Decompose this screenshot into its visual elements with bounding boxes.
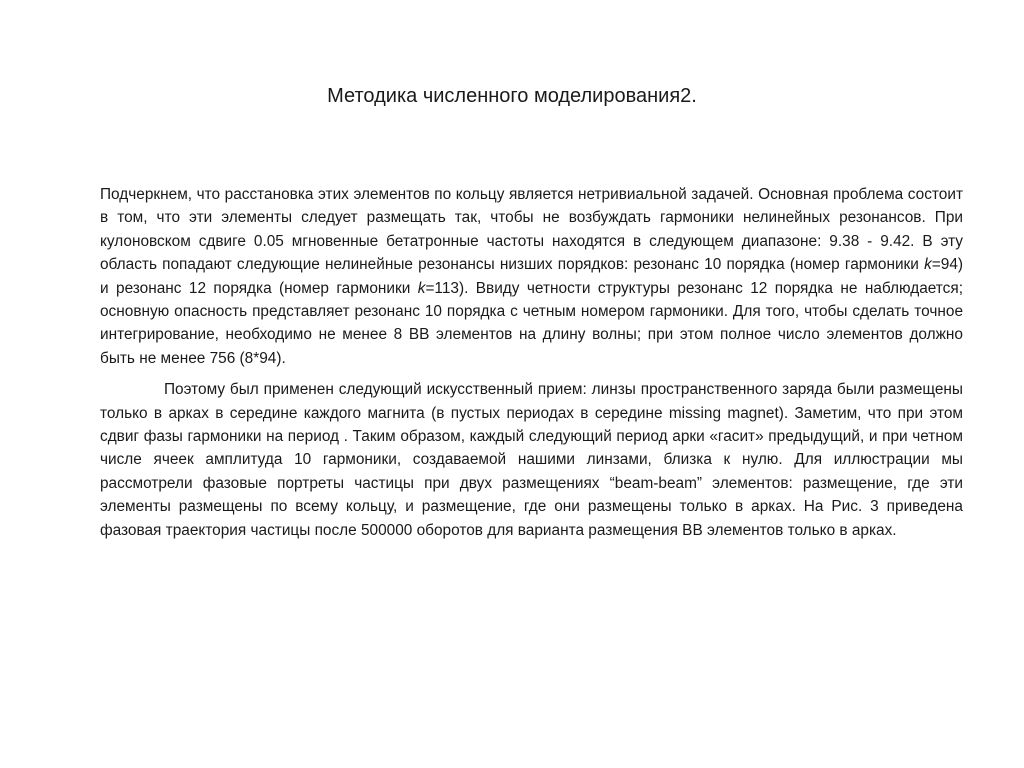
harmonic-variable-k: k (417, 279, 426, 297)
paragraph-1 (100, 183, 963, 370)
paragraph-1-text-a: Подчеркнем, что расстановка этих элементов по кольцу является нетривиальной задачей. Основная проблема состоит в том, что эти элементы следует размещать так, чтобы не возбуждать гармоники нелинейных резонансов. При кулоновском сдвиге 0.05 мгновенные бетатронные частоты находятся в следующем диапазоне: 9.38 - 9.42. В эту область попадают следующие нелинейные резонансы низших порядков: резонанс 10 порядка (номер гармоники (100, 186, 963, 274)
slide-title: Методика численного моделирования2. (327, 85, 697, 107)
paragraph-1-text-c: =113). Ввиду четности структуры резонанс 12 порядка не наблюдается; основную опасность представляет резонанс 10 порядка с четным номером гармоники. Для того, чтобы сделать точное интегрирование, необходимо не менее 8 BB элементов на длину волны; при этом полное число элементов должно быть не менее 756 (8*94). (100, 279, 963, 367)
paragraph-1-text-b: =94) и резонанс 12 порядка (номер гармоники (100, 256, 963, 297)
harmonic-variable-k: k (924, 256, 932, 274)
slide-body (100, 183, 963, 542)
paragraph-2: Поэтому был применен следующий искусственный прием: линзы пространственного заряда были размещены только в арках в середине каждого магнита (в пустых периодах в середине missing magnet). Заметим, что при этом сдвиг фазы гармоники на период . Таким образом, каждый следующий период арки «гасит» предыдущий, и при четном числе ячеек амплитуда 10 гармоники, создаваемой нашими линзами, близка к нулю. Для иллюстрации мы рассмотрели фазовые портреты частицы при двух размещениях “beam-beam” элементов: размещение, где эти элементы размещены по всему кольцу, и размещение, где они размещены только в арках. На Рис. 3 приведена фазовая траектория частицы после 500000 оборотов для варианта размещения BB элементов только в арках. (100, 381, 963, 539)
